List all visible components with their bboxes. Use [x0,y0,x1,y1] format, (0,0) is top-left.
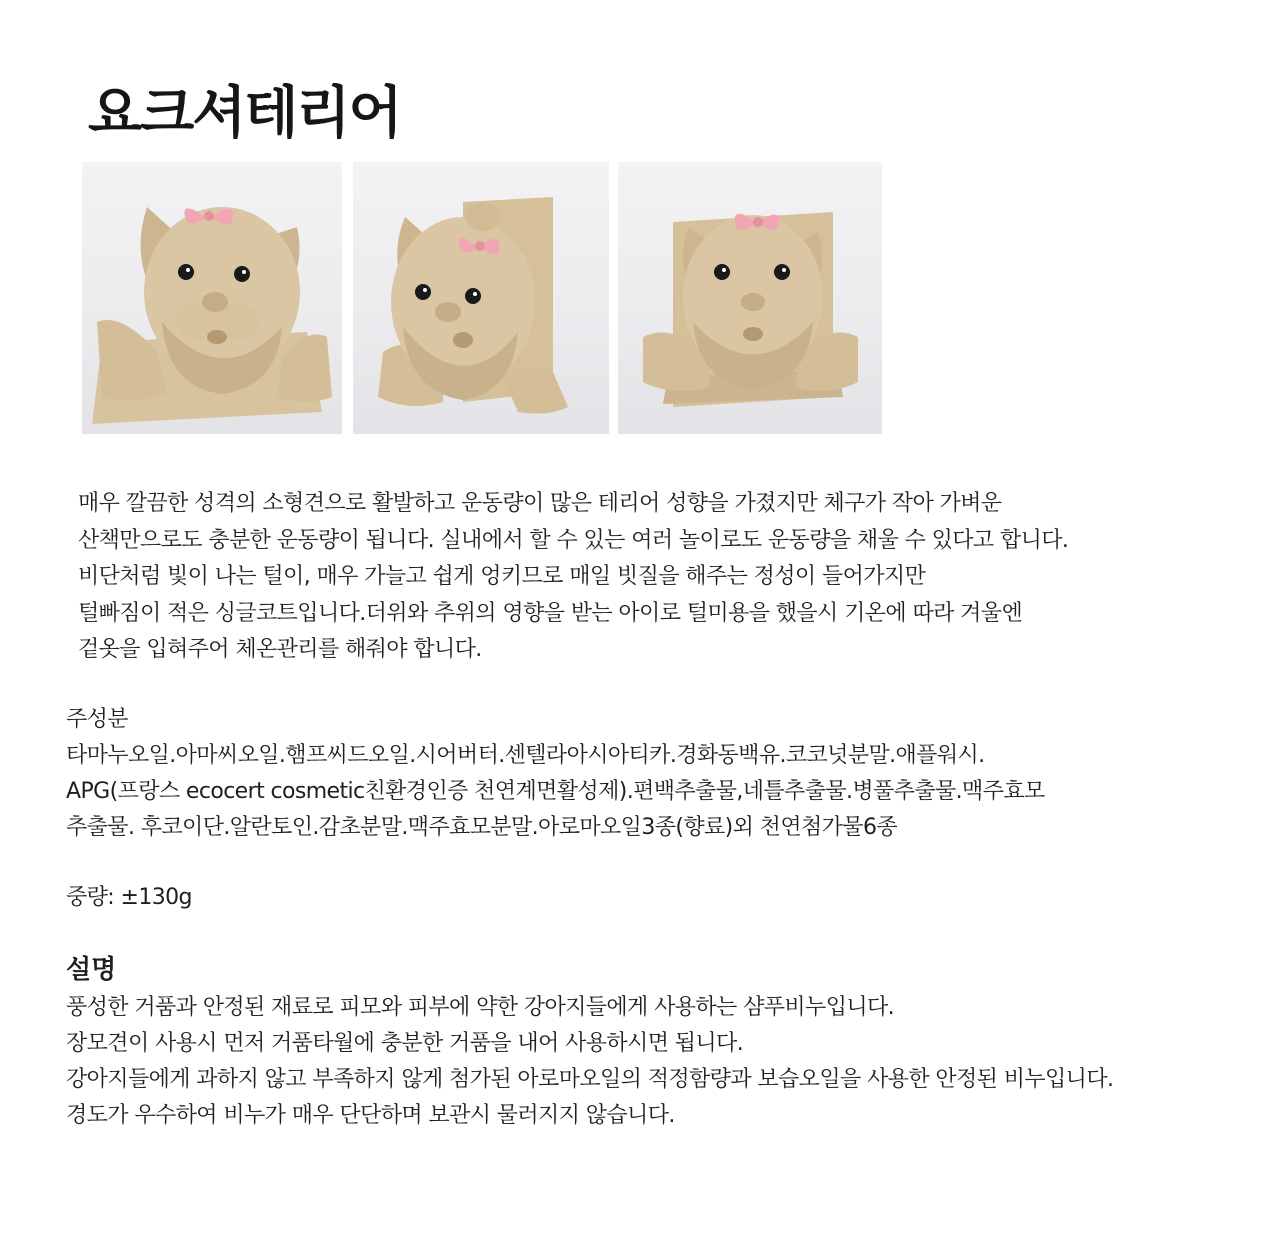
intro-line: 매우 깔끔한 성격의 소형견으로 활발하고 운동량이 많은 테리어 성향을 가졌지만 체구가 작아 가벼운 [78,491,1002,516]
weight-section [66,880,192,916]
soap-dog-illustration-side [353,162,609,434]
description-line: 풍성한 거품과 안정된 재료로 피모와 피부에 약한 강아지들에게 사용하는 샴푸비누입니다. [66,995,895,1020]
product-photo-side [353,162,609,434]
description-line: 장모견이 사용시 먼저 거품타월에 충분한 거품을 내어 사용하시면 됩니다. [66,1031,744,1056]
intro-line: 비단처럼 빛이 나는 털이, 매우 가늘고 쉽게 엉키므로 매일 빗질을 해주는 정성이 들어가지만 [78,564,926,589]
intro-line: 산책만으로도 충분한 운동량이 됩니다. 실내에서 할 수 있는 여러 놀이로도 운동량을 채울 수 있다고 합니다. [78,527,1069,553]
ingredients-line: 추출물. 후코이단.알란토인.감초분말.맥주효모분말.아로마오일3종(향료)외 천연첨가물6종 [66,815,897,840]
description-line: 경도가 우수하여 비누가 매우 단단하며 보관시 물러지지 않습니다. [66,1103,675,1128]
soap-dog-illustration [82,162,342,434]
intro-line: 털빠짐이 적은 싱글코트입니다.더위와 추위의 영향을 받는 아이로 털미용을 했을시 기온에 따라 겨울엔 [78,600,1023,626]
ingredients-line: APG(프랑스 ecocert cosmetic친환경인증 천연계면활성제).편백추출물,네틀추출물.병풀추출물.맥주효모 [66,779,1045,804]
description-title: 설명 [66,955,117,985]
intro-text [78,486,1068,669]
soap-dog-illustration-front-2 [618,162,882,434]
description-section [66,990,1113,1134]
intro-line: 겉옷을 입혀주어 체온관리를 해줘야 합니다. [78,637,482,662]
product-photo-front-2 [618,162,882,434]
ingredients-line: 타마누오일.아마씨오일.햄프씨드오일.시어버터.센텔라아시아티카.경화동백유.코코넛분말.애플워시. [66,743,985,768]
ingredients-section [66,702,1045,846]
weight-text: 중량: ±130g [66,885,192,910]
page-title: 요크셔테리어 [88,81,401,146]
description-line: 강아지들에게 과하지 않고 부족하지 않게 첨가된 아로마오일의 적정함량과 보습오일을 사용한 안정된 비누입니다. [66,1067,1114,1092]
product-photo-front [82,162,342,434]
ingredients-label: 주성분 [66,707,128,732]
